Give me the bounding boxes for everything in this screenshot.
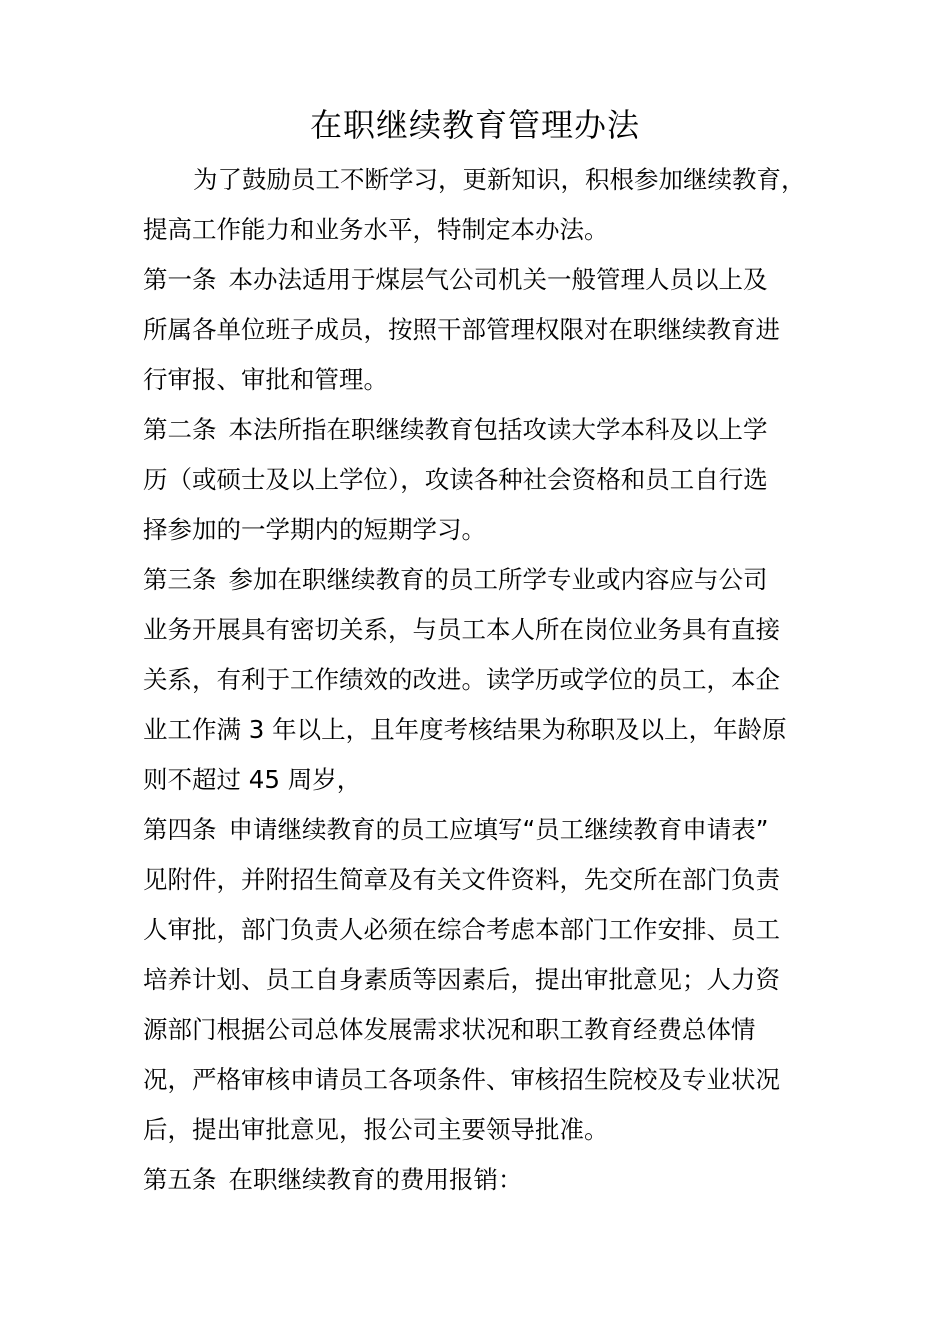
document-title: 在职继续教育管理办法: [309, 106, 640, 144]
article-4-line-4: 培养计划、员工自身素质等因素后，提出审批意见；人力资: [143, 965, 780, 994]
article-4-line-3: 人审批，部门负责人必须在综合考虑本部门工作安排、员工: [143, 915, 780, 944]
article-4-text-1: 申请继续教育的员工应填写“员工继续教育申请表”: [228, 815, 769, 844]
article-3-text-1: 参加在职继续教育的员工所学专业或内容应与公司: [228, 565, 768, 594]
article-3-line-2: 业务开展具有密切关系，与员工本人所在岗位业务具有直接: [143, 615, 780, 644]
article-1-number: 第一条: [143, 265, 217, 294]
article-3-line-1: [143, 555, 843, 605]
article-2-number: 第二条: [143, 415, 217, 444]
article-2-line-1: [143, 405, 843, 455]
article-4-line-5: 源部门根据公司总体发展需求状况和职工教育经费总体情: [143, 1015, 756, 1044]
article-5-line-1: [143, 1155, 843, 1205]
article-1-text-1: 本办法适用于煤层气公司机关一般管理人员以上及: [228, 265, 768, 294]
article-3-line-3: 关系，有利于工作绩效的改进。读学历或学位的员工，本企: [143, 665, 780, 694]
article-5-number: 第五条: [143, 1165, 217, 1194]
article-4-line-2: 见附件，并附招生简章及有关文件资料，先交所在部门负责: [143, 865, 780, 894]
article-4-number: 第四条: [143, 815, 217, 844]
intro-line-2: 提高工作能力和业务水平，特制定本办法。: [143, 215, 609, 244]
article-4-line-7: 后，提出审批意见，报公司主要领导批准。: [143, 1115, 609, 1144]
article-4-line-6: 况，严格审核申请员工各项条件、审核招生院校及专业状况: [143, 1065, 780, 1094]
article-3-number: 第三条: [143, 565, 217, 594]
article-1-line-2: 所属各单位班子成员，按照干部管理权限对在职继续教育进: [143, 315, 780, 344]
article-5-text-1: 在职继续教育的费用报销：: [228, 1165, 523, 1194]
intro-line-1: 为了鼓励员工不断学习，更新知识，积根参加继续教育，: [193, 165, 806, 194]
article-1-line-3: 行审报、审批和管理。: [143, 365, 388, 394]
article-3-line-4: 业工作满 3 年以上，且年度考核结果为称职及以上，年龄原: [143, 715, 787, 744]
article-2-line-3: 择参加的一学期内的短期学习。: [143, 515, 486, 544]
article-4-line-1: [143, 805, 843, 855]
article-2-text-1: 本法所指在职继续教育包括攻读大学本科及以上学: [228, 415, 768, 444]
article-1-line-1: [143, 255, 843, 305]
article-3-line-5: 则不超过 45 周岁，: [143, 765, 362, 794]
article-2-line-2: 历（或硕士及以上学位），攻读各种社会资格和员工自行选: [143, 465, 768, 494]
document-body: [143, 155, 843, 1205]
